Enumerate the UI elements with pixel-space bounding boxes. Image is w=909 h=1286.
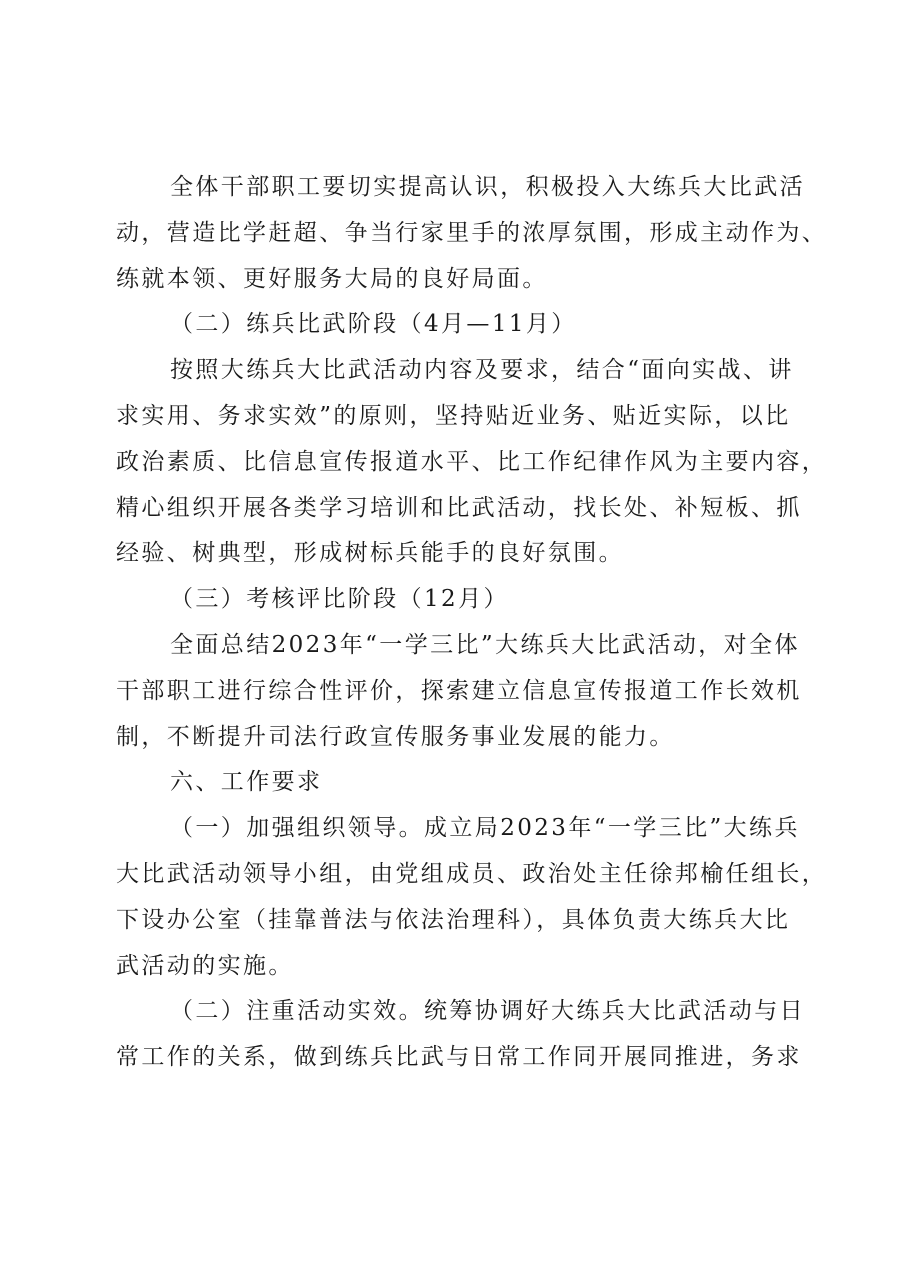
paragraph-line: 按照大练兵大比武活动内容及要求，结合“面向实战、讲 bbox=[170, 357, 794, 384]
paragraph-line: 武活动的实施。 bbox=[116, 952, 294, 979]
paragraph-line: 全面总结2023年“一学三比”大练兵大比武活动，对全体 bbox=[170, 631, 800, 658]
paragraph-line: 常工作的关系，做到练兵比武与日常工作同开展同推进，务求 bbox=[116, 1044, 802, 1071]
section-heading-stage-three: （三）考核评比阶段（12月） bbox=[170, 586, 509, 613]
paragraph-line: 经验、树典型，形成树标兵能手的良好氛围。 bbox=[116, 540, 624, 567]
paragraph-line: 下设办公室（挂靠普法与依法治理科），具体负责大练兵大比 bbox=[116, 906, 791, 933]
paragraph-line: 动，营造比学赶超、争当行家里手的浓厚氛围，形成主动作为、 bbox=[116, 219, 828, 246]
paragraph-line: 全体干部职工要切实提高认识，积极投入大练兵大比武活 bbox=[170, 174, 805, 200]
paragraph-line: （一）加强组织领导。成立局2023年“一学三比”大练兵 bbox=[170, 815, 800, 842]
paragraph-line: 练就本领、更好服务大局的良好局面。 bbox=[116, 265, 548, 292]
paragraph-line: 干部职工进行综合性评价，探索建立信息宣传报道工作长效机 bbox=[116, 677, 802, 704]
paragraph-line: 大比武活动领导小组，由党组成员、政治处主任徐邦榆任组长， bbox=[116, 860, 828, 887]
paragraph-line: 政治素质、比信息宣传报道水平、比工作纪律作风为主要内容， bbox=[116, 448, 828, 475]
document-body bbox=[116, 165, 828, 1081]
section-heading-work-requirements: 六、工作要求 bbox=[170, 769, 323, 796]
section-heading-stage-two: （二）练兵比武阶段（4月—11月） bbox=[170, 311, 577, 338]
paragraph-line: 求实用、务求实效”的原则，坚持贴近业务、贴近实际，以比 bbox=[116, 402, 791, 429]
paragraph-line: （二）注重活动实效。统筹协调好大练兵大比武活动与日 bbox=[170, 998, 805, 1025]
paragraph-line: 制，不断提升司法行政宣传服务事业发展的能力。 bbox=[116, 723, 675, 750]
paragraph-line: 精心组织开展各类学习培训和比武活动，找长处、补短板、抓 bbox=[116, 494, 802, 521]
